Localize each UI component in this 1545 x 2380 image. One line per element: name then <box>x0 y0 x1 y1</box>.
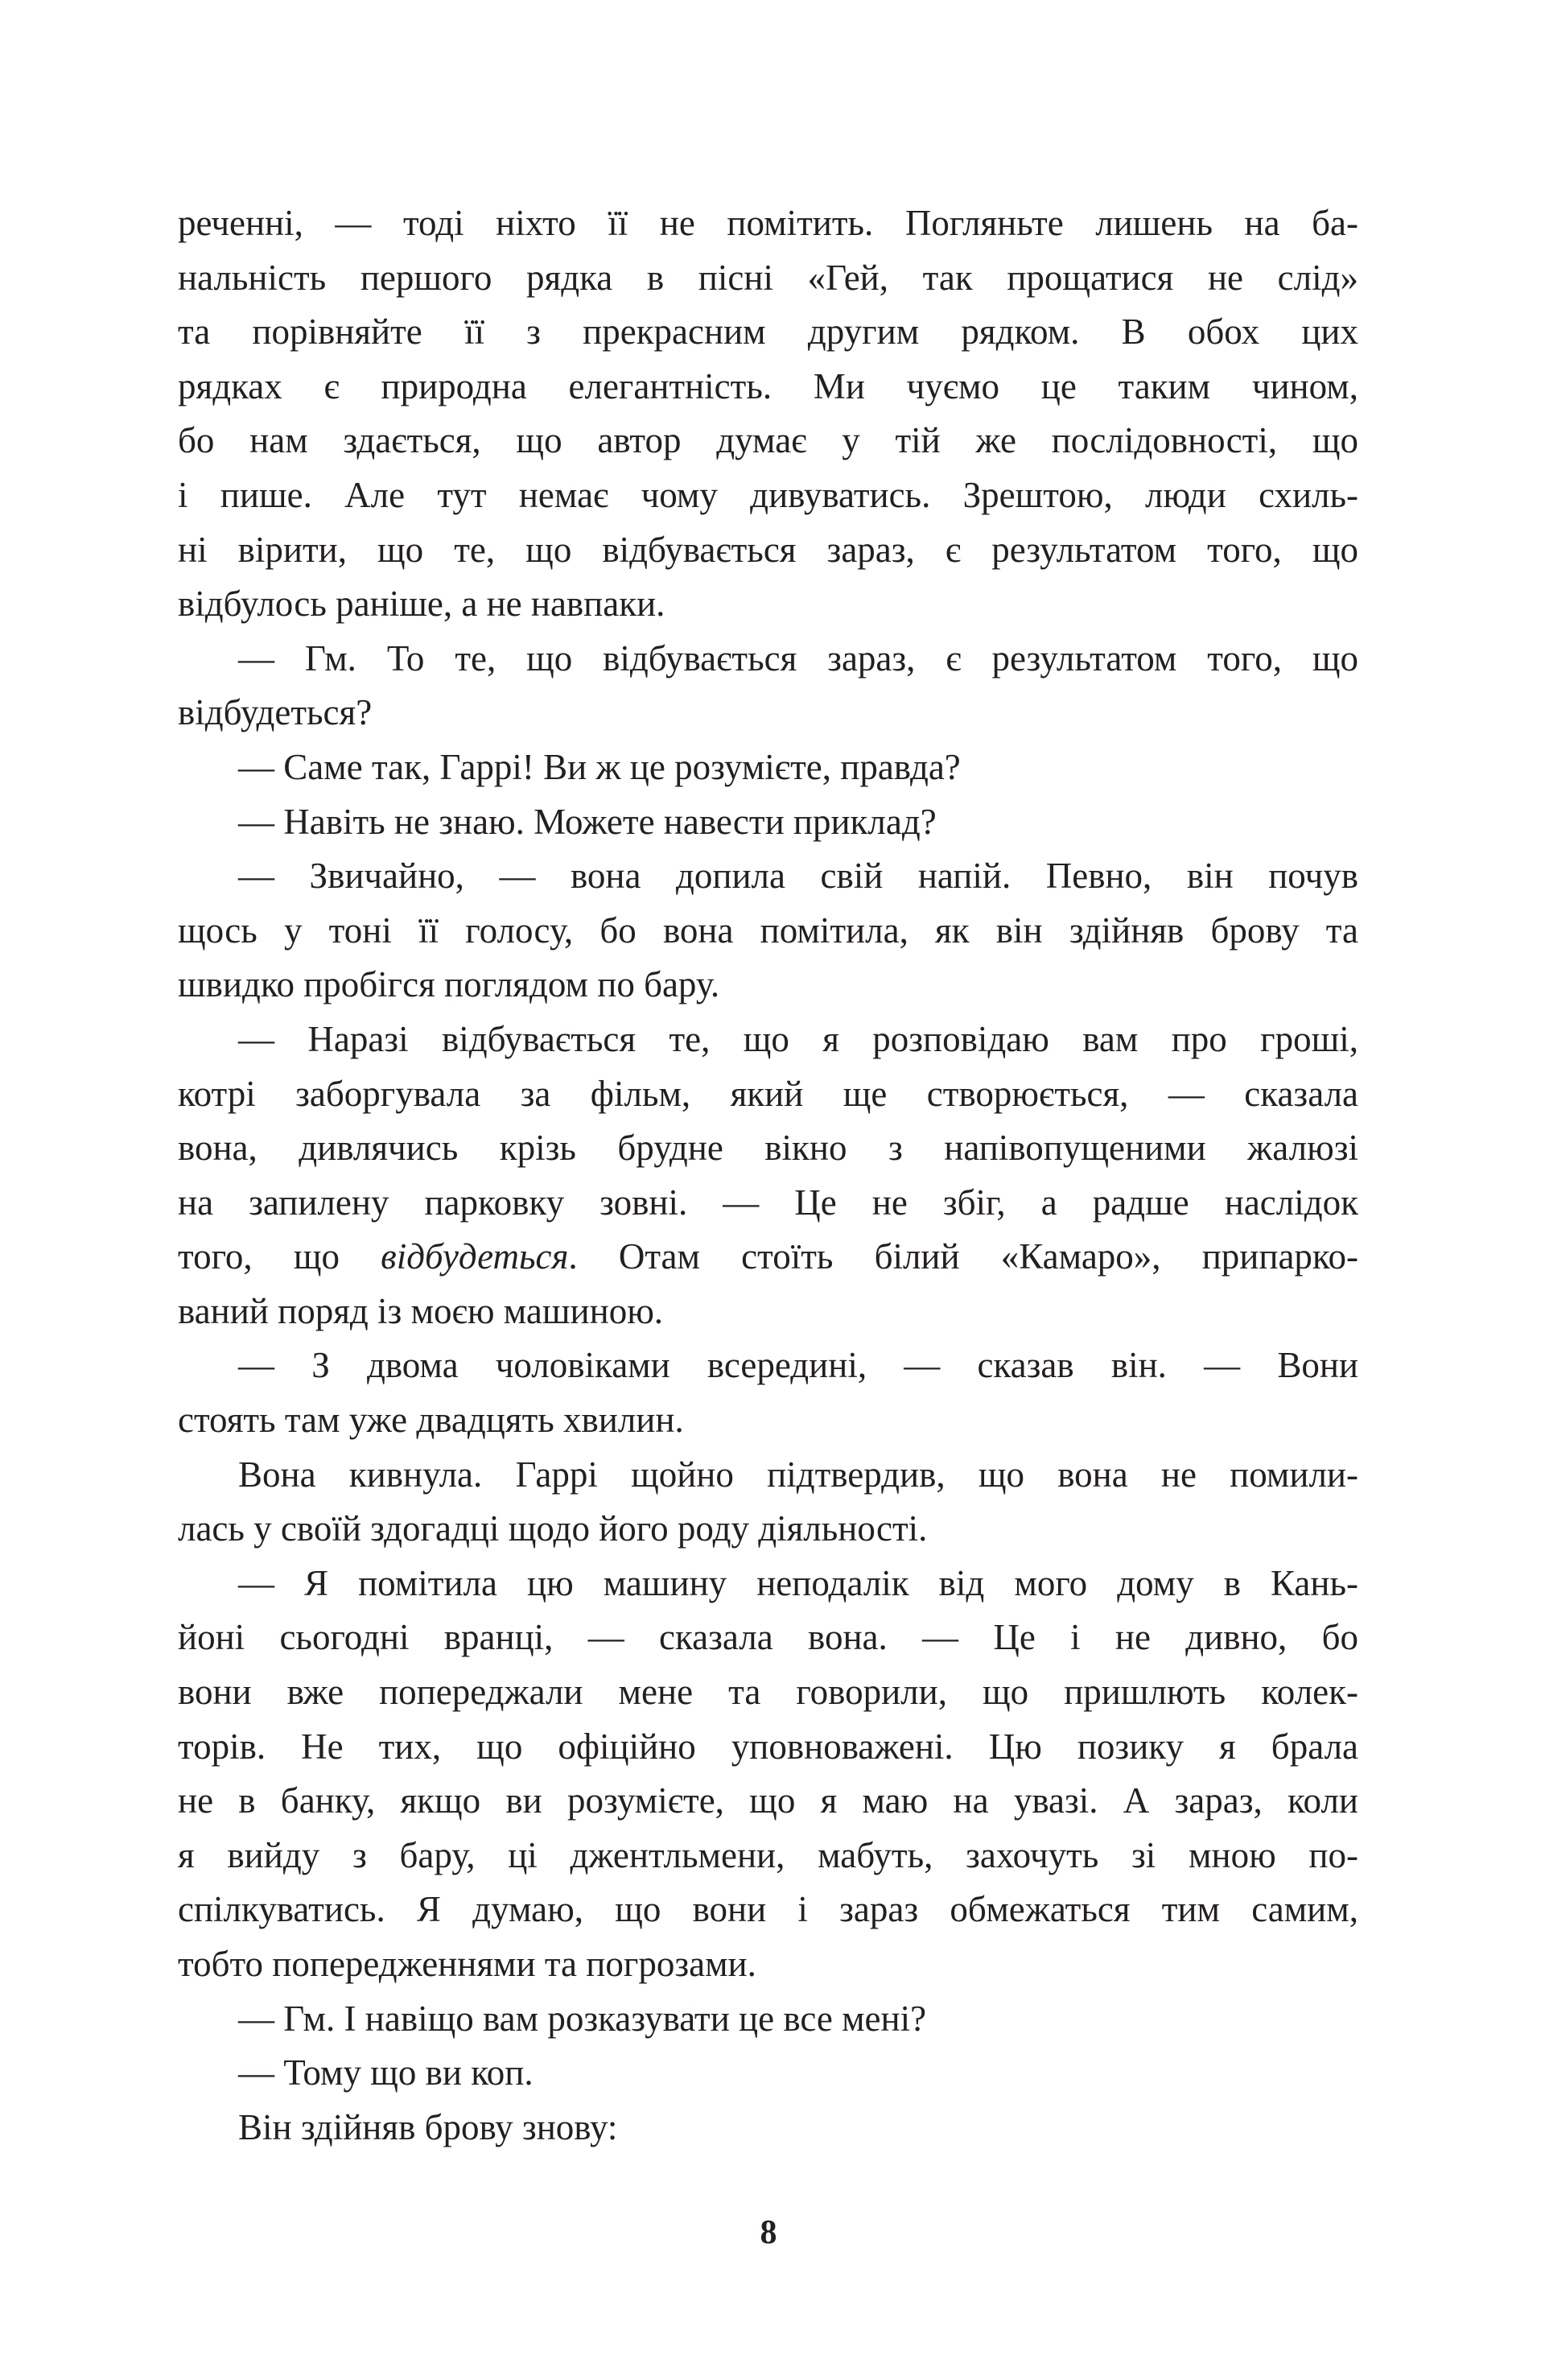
text-line-content: відбудеться? <box>178 692 373 733</box>
text-line-content: Вона кивнула. Гаррі щойно підтвердив, що вона не помили- <box>238 1454 1358 1495</box>
text-line <box>178 795 1358 850</box>
text-line <box>178 1285 1358 1339</box>
text-line <box>178 1937 1358 1992</box>
text-line <box>178 1502 1358 1557</box>
text-line-content: рядках є природна елегантність. Ми чуємо це таким чином, <box>178 365 1358 406</box>
text-line <box>178 468 1358 523</box>
text-line-content: — Наразі відбувається те, що я розповідаю вам про гроші, <box>238 1018 1358 1059</box>
text-line <box>178 1448 1358 1503</box>
text-line <box>178 740 1358 795</box>
text-line <box>178 2101 1358 2155</box>
text-line-content: котрі заборгувала за фільм, який ще створюється, — сказала <box>178 1073 1358 1114</box>
text-line <box>178 686 1358 740</box>
text-line <box>178 632 1358 687</box>
text-line <box>178 1611 1358 1665</box>
text-line <box>178 849 1358 904</box>
body-text <box>178 196 1358 2155</box>
text-line <box>178 251 1358 306</box>
text-line-content: не в банку, якщо ви розумієте, що я маю на увазі. А зараз, коли <box>178 1780 1358 1821</box>
text-line <box>178 196 1358 251</box>
text-line-content: лась у своїй здогадці щодо його роду діяльності. <box>178 1508 928 1549</box>
text-line <box>178 1230 1358 1285</box>
text-line-content: і пише. Але тут немає чому дивуватись. Зрештою, люди схиль- <box>178 474 1358 515</box>
text-line <box>178 1121 1358 1176</box>
text-segment: того, що <box>178 1236 381 1277</box>
text-line-content: я вийду з бару, ці джентльмени, мабуть, захочуть зі мною по- <box>178 1834 1358 1875</box>
text-line-content: — Саме так, Гаррі! Ви ж це розумієте, правда? <box>238 746 961 787</box>
text-line <box>178 1557 1358 1611</box>
text-line-content: швидко пробігся поглядом по бару. <box>178 964 720 1005</box>
text-line-content: — Навіть не знаю. Можете навести приклад? <box>238 801 937 842</box>
text-line <box>178 958 1358 1013</box>
text-line-content: нальність першого рядка в пісні «Гей, так прощатися не слід» <box>178 257 1358 298</box>
text-line <box>178 1720 1358 1775</box>
text-line-content: вони вже попереджали мене та говорили, що пришлють колек- <box>178 1672 1358 1713</box>
text-line <box>178 523 1358 578</box>
text-line <box>178 1393 1358 1448</box>
text-line-content: вона, дивлячись крізь брудне вікно з напівопущеними жалюзі <box>178 1128 1358 1169</box>
italic-text: відбудеться <box>381 1236 569 1277</box>
text-line-content: ваний поряд із моєю машиною. <box>178 1290 664 1331</box>
text-line-content: йоні сьогодні вранці, — сказала вона. — Це і не дивно, бо <box>178 1617 1358 1658</box>
text-line-content <box>178 1230 1358 1285</box>
text-line <box>178 904 1358 959</box>
text-line-content: ні вірити, що те, що відбувається зараз, є результатом того, що <box>178 529 1358 570</box>
text-line-content: — Звичайно, — вона допила свій напій. Певно, він почув <box>238 856 1358 897</box>
text-line-content: — З двома чоловіками всередині, — сказав він. — Вони <box>238 1345 1358 1386</box>
text-line <box>178 2046 1358 2101</box>
text-line-content: торів. Не тих, що офіційно уповноважені. Цю позику я брала <box>178 1726 1358 1767</box>
text-line <box>178 1338 1358 1393</box>
text-line <box>178 1883 1358 1937</box>
text-line-content: та порівняйте її з прекрасним другим рядком. В обох цих <box>178 311 1358 353</box>
text-line-content: — Гм. То те, що відбувається зараз, є результатом того, що <box>238 637 1358 679</box>
text-line-content: реченні, — тоді ніхто її не помітить. Погляньте лишень на ба- <box>178 203 1358 243</box>
text-line-content: на запилену парковку зовні. — Це не збіг, а радше наслідок <box>178 1182 1358 1223</box>
text-line-content: — Гм. І навіщо вам розказувати це все мені? <box>238 1998 927 2039</box>
text-line <box>178 360 1358 415</box>
text-line <box>178 1013 1358 1067</box>
text-line-content: щось у тоні її голосу, бо вона помітила, як він здійняв брову та <box>178 910 1358 951</box>
text-line-content: бо нам здається, що автор думає у тій же послідовності, що <box>178 420 1358 461</box>
text-line <box>178 577 1358 632</box>
text-line <box>178 414 1358 468</box>
text-line-content: тобто попередженнями та погрозами. <box>178 1944 756 1984</box>
text-line <box>178 1829 1358 1883</box>
text-line <box>178 1992 1358 2047</box>
page-number: 8 <box>760 2214 777 2251</box>
text-line-content: відбулось раніше, а не навпаки. <box>178 584 665 625</box>
text-line <box>178 1176 1358 1231</box>
text-line <box>178 1067 1358 1122</box>
text-line-content: Він здійняв брову знову: <box>238 2106 618 2147</box>
text-line <box>178 305 1358 360</box>
text-line <box>178 1665 1358 1720</box>
text-line <box>178 1774 1358 1829</box>
text-line-content: — Я помітила цю машину неподалік від мого дому в Кань- <box>238 1562 1358 1603</box>
text-line-content: — Тому що ви коп. <box>238 2052 534 2093</box>
text-line-content: стоять там уже двадцять хвилин. <box>178 1400 684 1441</box>
text-segment: . Отам стоїть білий «Камаро», припарко- <box>568 1236 1358 1277</box>
text-line-content: спілкуватись. Я думаю, що вони і зараз обмежаться тим самим, <box>178 1889 1358 1930</box>
